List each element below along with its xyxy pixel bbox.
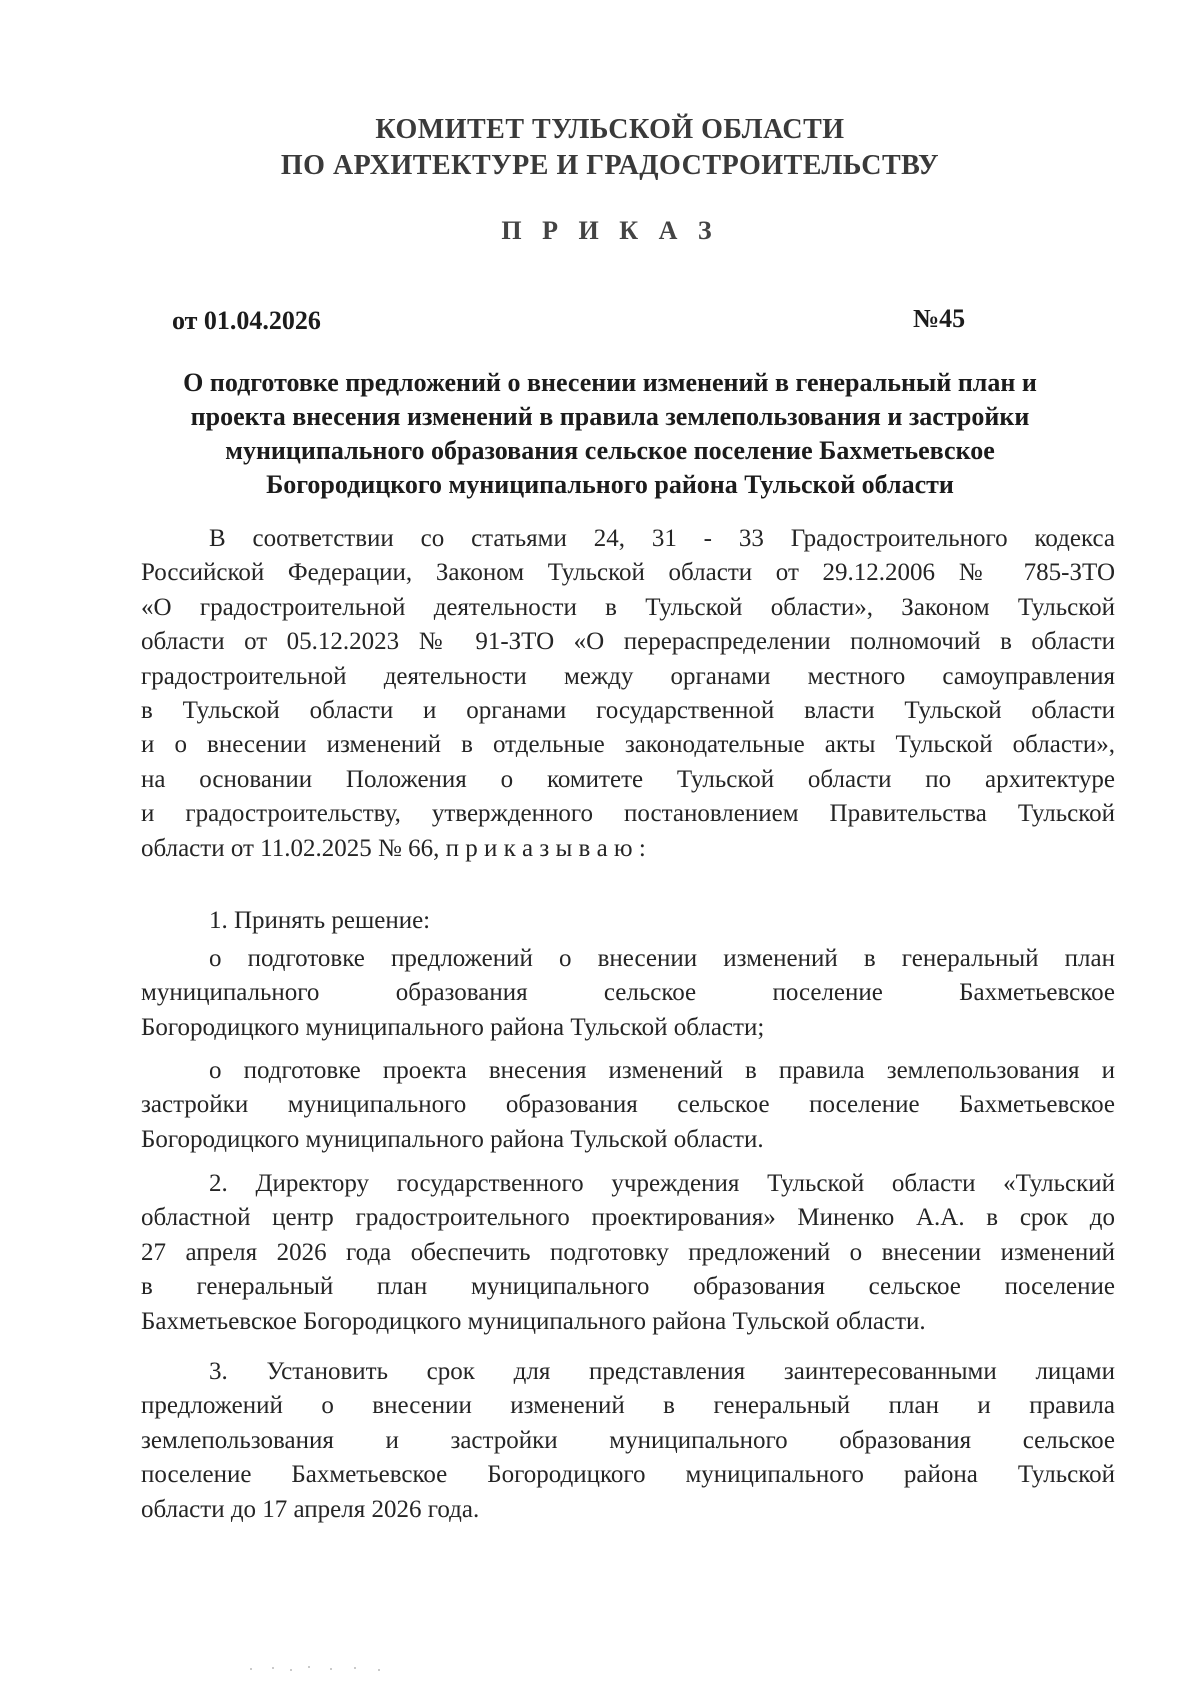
item-1a-line: Богородицкого муниципального района Тульской области; — [141, 1013, 765, 1041]
item-1a-line: муниципального образования сельское поселение Бахметьевское — [141, 979, 1115, 1007]
item-3-line: землепользования и застройки муниципального образования сельское — [141, 1426, 1115, 1454]
item-1 — [141, 904, 1115, 938]
committee-name-line-1: КОМИТЕТ ТУЛЬСКОЙ ОБЛАСТИ — [375, 114, 845, 145]
item-1-text: 1. Принять решение: — [209, 907, 431, 934]
basis-line: градостроительной деятельности между органами местного самоуправления — [141, 662, 1115, 690]
item-2-line: в генеральный план муниципального образования сельское поселение — [141, 1273, 1115, 1301]
order-title-line-3: муниципального образования сельское поселение Бахметьевское — [225, 436, 995, 465]
document-type: П Р И К А З — [501, 216, 719, 245]
basis-last-line — [141, 832, 1115, 866]
basis-line: на основании Положения о комитете Тульской области по архитектуре — [141, 765, 1115, 793]
item-2-line: Бахметьевское Богородицкого муниципального района Тульской области. — [141, 1307, 926, 1335]
item-1-decision-b — [141, 1054, 1115, 1157]
basis-line: «О градостроительной деятельности в Тульской области», Законом Тульской — [141, 593, 1115, 621]
item-1b-line: о подготовке проекта внесения изменений в правила землепользования и — [209, 1057, 1115, 1084]
basis-line-text: области от 11.02.2025 № 66, — [141, 834, 440, 862]
item-1b-line: застройки муниципального образования сельское поселение Бахметьевское — [141, 1091, 1115, 1119]
basis-line: В соответствии со статьями 24, 31 - 33 Градостроительного кодекса — [209, 525, 1115, 552]
basis-line: Российской Федерации, Законом Тульской области от 29.12.2006 № 785-ЗТО — [141, 559, 1115, 587]
item-2-line: областной центр градостроительного проектирования» Миненко А.А. в срок до — [141, 1204, 1115, 1232]
item-3-line: 3. Установить срок для представления заинтересованными лицами — [209, 1358, 1115, 1385]
order-date: от 01.04.2026 — [172, 306, 321, 335]
scan-noise — [250, 1664, 410, 1672]
item-2-line: 2. Директору государственного учреждения Тульской области «Тульский — [209, 1170, 1115, 1197]
item-3-line: поселение Бахметьевское Богородицкого муниципального района Тульской — [141, 1461, 1115, 1489]
basis-line: в Тульской области и органами государственной власти Тульской области — [141, 697, 1115, 725]
basis-line: области от 05.12.2023 № 91-ЗТО «О перераспределении полномочий в области — [141, 628, 1115, 656]
item-3 — [141, 1355, 1115, 1527]
item-1b-line: Богородицкого муниципального района Тульской области. — [141, 1125, 764, 1153]
orders-word: п р и к а з ы в а ю : — [445, 834, 646, 862]
committee-name-line-2: ПО АРХИТЕКТУРЕ И ГРАДОСТРОИТЕЛЬСТВУ — [280, 150, 940, 181]
order-title-line-2: проекта внесения изменений в правила землепользования и застройки — [190, 402, 1030, 431]
item-3-line: предложений о внесении изменений в генеральный план и правила — [141, 1392, 1115, 1420]
item-2-line: 27 апреля 2026 года обеспечить подготовку предложений о внесении изменений — [141, 1238, 1115, 1266]
basis-line: и градостроительству, утвержденного постановлением Правительства Тульской — [141, 800, 1115, 828]
basis-line: и о внесении изменений в отдельные законодательные акты Тульской области», — [141, 731, 1115, 759]
order-title-line-1: О подготовке предложений о внесении изменений в генеральный план и — [183, 368, 1037, 397]
order-number: №45 — [913, 304, 966, 333]
legal-basis-paragraph — [141, 522, 1115, 866]
item-1a-line: о подготовке предложений о внесении изменений в генеральный план — [209, 945, 1115, 972]
order-title-line-4: Богородицкого муниципального района Тульской области — [266, 470, 954, 499]
order-title — [140, 366, 1080, 502]
item-1-decision-a — [141, 942, 1115, 1045]
item-2 — [141, 1167, 1115, 1339]
item-3-line: области до 17 апреля 2026 года. — [141, 1495, 480, 1523]
